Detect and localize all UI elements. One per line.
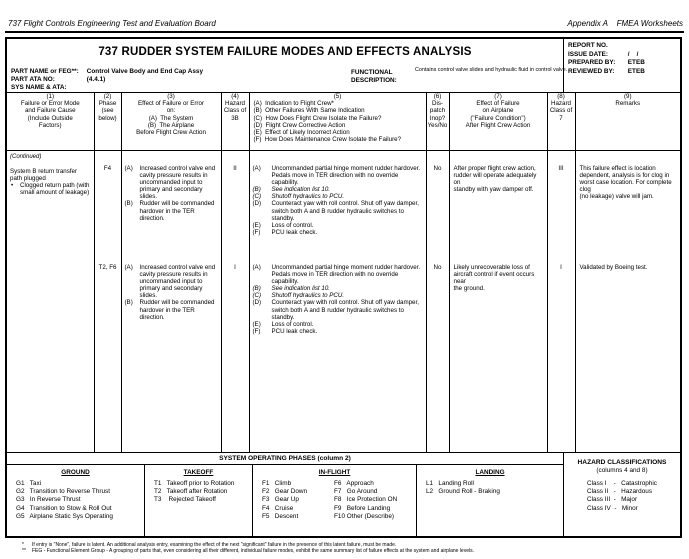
dispatch-value: No <box>433 264 442 271</box>
phase-value: T2, F6 <box>98 264 117 271</box>
footnote-text: If entry is "None", failure is latent. An additional analysis entry, examining the effect of the next "significant" failure in the presence of this latent failure, must be made. <box>32 542 397 548</box>
indication-item-letter: (F) <box>252 327 261 335</box>
col-header-3: (3) Effect of Failure or Error on: (A) The System (B) The Airplane Before Flight Crew Action <box>136 93 206 137</box>
indication-item-text: Loss of control. <box>271 320 314 328</box>
cell-hazard-7 <box>547 151 575 453</box>
phases-takeoff-column <box>145 465 253 536</box>
fmea-worksheet-frame <box>5 37 682 538</box>
report-no-label: REPORT NO. <box>568 42 608 49</box>
fmea-table <box>7 93 680 452</box>
cell-phase <box>94 151 121 453</box>
hazard-3b-value: I <box>234 264 236 271</box>
issue-date-label: ISSUE DATE: <box>568 50 609 58</box>
effect-item-letter: (B) <box>124 200 133 208</box>
hazard-7-value: III <box>558 165 564 172</box>
indication-item-letter: (C) <box>252 193 262 201</box>
hazard-3b-value: II <box>233 165 237 172</box>
effect-item-letter: (B) <box>124 299 133 307</box>
header-rule <box>5 31 684 33</box>
effect-item-text: Rudder will be commanded hardover in the TER direction. <box>139 299 215 321</box>
page-header-right: Appendix A FMEA Worksheets <box>567 19 683 28</box>
landing-items: L1 Landing Roll L2 Ground Roll - Braking <box>426 480 500 496</box>
indication-item-letter: (D) <box>252 200 262 208</box>
continued-note: (Continued) <box>10 154 42 160</box>
part-fields <box>11 67 568 92</box>
col-header-9: (9) Remarks <box>615 93 641 108</box>
title-band-left <box>7 39 568 92</box>
indication-item-letter: (E) <box>252 221 261 229</box>
remarks-text: Validated by Boeing test. <box>579 264 648 271</box>
cell-hazard-3b <box>221 151 249 453</box>
indication-item-text: See indication list 10. <box>271 285 330 293</box>
footnote-text: FEG - Functional Element Group - A grouping of parts that, even considering all their different, individual failure modes, exhibit the same summary list of failure effects at the system and airplane levels. <box>32 548 474 555</box>
part-name-label: PART NAME or FEG**: <box>11 68 79 75</box>
indication-item-text: Shutoff hydraulics to PCU. <box>271 193 345 201</box>
phase-value: F4 <box>103 165 112 172</box>
page-header-left: 737 Flight Controls Engineering Test and Evaluation Board <box>8 19 216 28</box>
cell-dispatch <box>426 151 449 453</box>
cell-indications <box>249 151 426 453</box>
part-ata-value: (4.4.1) <box>86 76 106 83</box>
effect-item-text: Increased control valve end cavity pressure results in uncommanded input to primary and secondary slides. <box>139 165 216 201</box>
indication-item-text: Counteract yaw with roll control. Shut off yaw damper, switch both A and B rudder hydraulic switches to standby. <box>271 200 419 222</box>
ground-heading: GROUND <box>61 469 90 476</box>
indication-item-letter: (B) <box>252 186 261 194</box>
indication-item-letter: (F) <box>252 228 261 236</box>
table-body-row <box>7 151 680 453</box>
indication-item-letter: (D) <box>252 299 262 307</box>
col-header-8: (8) Hazard Class of 7 <box>549 93 573 122</box>
col-header-4: (4) Hazard Class of 3B <box>223 93 247 122</box>
indication-item-letter: (C) <box>252 292 262 300</box>
issue-date-value: / / <box>627 50 639 58</box>
remarks-text: This failure effect is location dependent, analysis is for clog in worst case location. For complete clog (no leakage) valve will jam. <box>579 165 672 201</box>
part-name-value: Control Valve Body and End Cap Assy <box>86 68 204 75</box>
hazard-classifications-subtitle: (columns 4 and 8) <box>596 467 648 474</box>
takeoff-items: T1 Takeoff prior to Rotation T2 Takeoff after Rotation T3 Rejected Takeoff <box>154 480 235 504</box>
indication-item-letter: (E) <box>252 320 261 328</box>
inflight-heading: IN-FLIGHT <box>318 469 351 476</box>
prepared-by-value: ETEB <box>627 59 645 67</box>
functional-description-label: FUNCTIONAL DESCRIPTION: <box>351 69 397 84</box>
effect-item-text: Rudder will be commanded hardover in the TER direction. <box>139 200 215 222</box>
col-header-7: (7) Effect of Failure on Airplane ("Failure Condition") After Flight Crew Action <box>465 93 531 129</box>
reviewed-by-value: ETEB <box>627 67 645 75</box>
cell-effect-after <box>449 151 547 453</box>
ground-items: G1 Taxi G2 Transition to Reverse Thrust G3 In Reverse Thrust G4 Transition to Stow & Roll Out G5 Airplane Static Sys Operating <box>16 480 113 520</box>
phases-landing-column <box>417 465 563 536</box>
phases-title: SYSTEM OPERATING PHASES (column 2) <box>7 453 563 465</box>
page-header <box>8 19 683 28</box>
takeoff-heading: TAKEOFF <box>183 469 214 476</box>
phases-ground-column <box>7 465 145 536</box>
inflight-items-right: F6 Approach F7 Go Around F8 Ice Protection ON F9 Before Landing F10 Other (Describe) <box>334 480 398 520</box>
indication-item-text: Shutoff hydraulics to PCU. <box>271 292 345 300</box>
operating-phases-box <box>7 453 563 536</box>
indication-item-text: PCU leak check. <box>271 327 318 335</box>
hazard-classifications-items: Class I - Catastrophic Class II - Hazardous Class III - Major Class IV - Minor <box>587 480 657 512</box>
cell-effects <box>121 151 221 453</box>
failure-mode-text: System B return transfer path plugged <box>10 168 78 183</box>
indication-item-letter: (A) <box>252 165 261 172</box>
failure-cause-bullet: • <box>11 182 14 190</box>
phases-inflight-column <box>253 465 417 536</box>
indication-item-letter: (B) <box>252 285 261 293</box>
hazard-classifications-title: HAZARD CLASSIFICATIONS <box>577 459 667 466</box>
indication-item-text: Counteract yaw with roll control. Shut off yaw damper, switch both A and B rudder hydraulic switches to standby. <box>271 299 419 321</box>
effect-item-letter: (A) <box>124 264 133 271</box>
col-header-5-number: (5) <box>333 93 342 100</box>
hazard-7-value: I <box>560 264 562 271</box>
title-band <box>7 39 680 93</box>
col-header-1: (1) Failure or Error Mode and Failure Cause (Include Outside Factors) <box>20 93 80 129</box>
legend-band <box>7 452 680 536</box>
footnote-marker: * <box>22 542 24 548</box>
indication-item-text: PCU leak check. <box>271 228 318 236</box>
landing-heading: LANDING <box>475 469 505 476</box>
effect-item-text: Increased control valve end cavity pressure results in uncommanded input to primary and secondary slides. <box>139 264 216 300</box>
col-header-2: (2) Phase (see below) <box>98 93 117 122</box>
effect-after-text: Likely unrecoverable loss of aircraft control if event occurs near the ground. <box>453 264 535 293</box>
column-header-row <box>7 93 680 151</box>
footnote-marker: ** <box>22 548 26 555</box>
indication-item-text: Uncommanded partial hinge moment rudder hardover. Pedals move in TER direction with no override capability. <box>271 264 421 286</box>
hazard-classifications-box <box>563 453 680 536</box>
effect-item-letter: (A) <box>124 165 133 172</box>
part-ata-label: PART ATA NO: <box>11 76 55 83</box>
indication-item-text: Uncommanded partial hinge moment rudder hardover. Pedals move in TER direction with no override capability. <box>271 165 421 187</box>
indication-item-text: See indication list 10. <box>271 186 330 194</box>
indication-item-letter: (A) <box>252 264 261 271</box>
col-header-6: (6) Dis- patch Inop? Yes/No <box>427 93 448 129</box>
dispatch-value: No <box>433 165 442 172</box>
cell-remarks <box>575 151 680 453</box>
effect-after-text: After proper flight crew action, rudder will operate adequately on standby with yaw damper off. <box>453 165 537 194</box>
reviewed-by-label: REVIEWED BY: <box>568 67 615 75</box>
functional-description-text: Contains control valve slides and hydraulic fluid in control valve. <box>415 67 568 73</box>
sys-name-label: SYS NAME & ATA: <box>11 84 67 91</box>
footnotes <box>22 542 685 555</box>
indication-item-text: Loss of control. <box>271 221 314 229</box>
worksheet-title: 737 RUDDER SYSTEM FAILURE MODES AND EFFECTS ANALYSIS <box>98 46 472 58</box>
col-header-5-items: (A) Indication to Flight Crew* (B) Other Failures With Same Indication (C) How Does Flight Crew Isolate the Failure? (D) Flight Crew Corrective Action (E) Effect of Likely Incorrect Action (F) How Does Maintenance Crew Isolate the Failure? <box>253 100 402 144</box>
prepared-by-label: PREPARED BY: <box>568 59 616 67</box>
cell-failure-mode <box>7 151 94 453</box>
report-info-box <box>563 39 680 92</box>
inflight-items-left: F1 Climb F2 Gear Down F3 Gear Up F4 Cruise F5 Descent <box>262 480 308 520</box>
failure-cause-text: Clogged return path (with small amount of leakage) <box>20 182 90 197</box>
